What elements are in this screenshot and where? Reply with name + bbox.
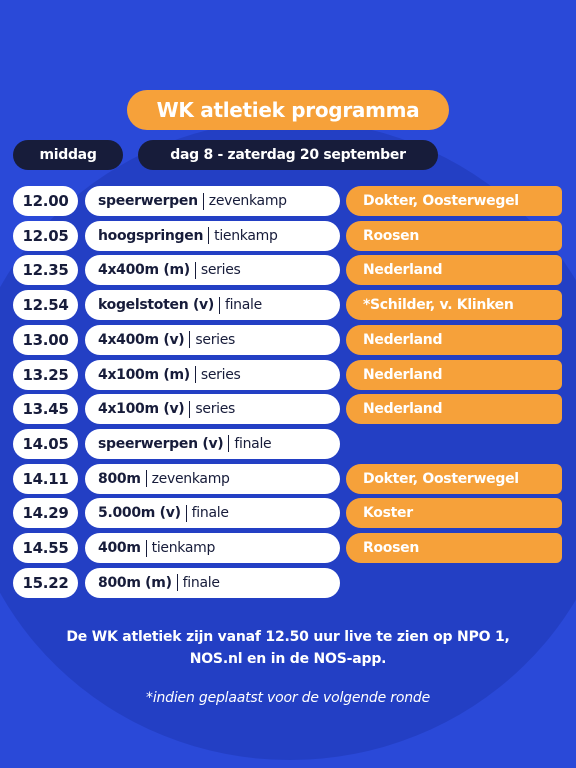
schedule-row: [0, 464, 576, 494]
event-separator: [219, 297, 220, 314]
event-type: zevenkamp: [208, 193, 287, 209]
event-name: hoogspringen: [98, 227, 204, 244]
event-time: 12.35: [13, 255, 78, 285]
event-type: finale: [224, 297, 262, 314]
event-type: series: [195, 401, 236, 418]
event-time: 12.05: [13, 221, 78, 251]
event-separator: [195, 366, 196, 383]
event-time: 15.22: [13, 568, 78, 598]
event-name: 400m: [98, 540, 141, 556]
broadcast-info-line-1: De WK atletiek zijn vanaf 12.50 uur live te zien op NPO 1,: [66, 629, 510, 645]
athletes-badge: Dokter, Oosterwegel: [346, 186, 562, 216]
event-type: finale: [191, 505, 229, 522]
date-badge: dag 8 - zaterdag 20 september: [138, 140, 438, 170]
event-time: 14.11: [13, 464, 78, 494]
event-separator: [203, 193, 204, 210]
athletes-badge: Dokter, Oosterwegel: [346, 464, 562, 494]
event-type: finale: [182, 574, 220, 591]
event-time: 14.29: [13, 498, 78, 528]
event-type: series: [200, 366, 241, 383]
event-pill: [85, 429, 340, 459]
schedule-row: [0, 568, 576, 598]
event-type: series: [200, 262, 241, 279]
event-time: 13.00: [13, 325, 78, 355]
event-pill: [85, 221, 340, 251]
athletes-badge: Roosen: [346, 221, 562, 251]
event-time: 14.05: [13, 429, 78, 459]
event-type: series: [195, 331, 236, 348]
event-pill: [85, 498, 340, 528]
event-separator: [208, 227, 209, 244]
event-name: kogelstoten (v): [98, 297, 214, 314]
broadcast-info-line-2: NOS.nl en in de NOS-app.: [189, 651, 387, 667]
event-name: 4x100m (v): [98, 401, 185, 418]
event-name: speerwerpen (v): [98, 435, 224, 452]
schedule-row: [0, 325, 576, 355]
page-title: WK atletiek programma: [127, 90, 449, 130]
event-separator: [189, 401, 190, 418]
event-separator: [186, 505, 187, 522]
event-pill: [85, 186, 340, 216]
athletes-badge: Roosen: [346, 533, 562, 563]
athletes-badge: Nederland: [346, 255, 562, 285]
event-pill: [85, 394, 340, 424]
event-type: tienkamp: [151, 540, 216, 556]
event-name: 5.000m (v): [98, 505, 181, 522]
athletes-badge: Nederland: [346, 325, 562, 355]
event-time: 12.00: [13, 186, 78, 216]
schedule-row: [0, 360, 576, 390]
athletes-badge: Nederland: [346, 360, 562, 390]
athletes-badge: Nederland: [346, 394, 562, 424]
event-name: speerwerpen: [98, 193, 198, 209]
event-pill: [85, 325, 340, 355]
event-time: 12.54: [13, 290, 78, 320]
event-pill: [85, 255, 340, 285]
event-type: tienkamp: [214, 227, 278, 244]
event-name: 4x400m (m): [98, 262, 190, 279]
event-name: 4x100m (m): [98, 366, 190, 383]
event-type: zevenkamp: [151, 470, 230, 487]
footnote: *indien geplaatst voor de volgende ronde: [146, 690, 430, 706]
event-pill: [85, 360, 340, 390]
athletes-badge: Koster: [346, 498, 562, 528]
event-name: 800m: [98, 470, 141, 487]
event-name: 4x400m (v): [98, 331, 185, 348]
schedule-row: [0, 186, 576, 216]
schedule-row: [0, 533, 576, 563]
event-pill: [85, 533, 340, 563]
event-time: 13.25: [13, 360, 78, 390]
event-time: 14.55: [13, 533, 78, 563]
event-separator: [195, 262, 196, 279]
period-badge: middag: [13, 140, 123, 170]
broadcast-info: [20, 626, 556, 670]
event-time: 13.45: [13, 394, 78, 424]
event-separator: [177, 574, 178, 591]
event-separator: [146, 540, 147, 557]
schedule-row: [0, 255, 576, 285]
event-type: finale: [234, 435, 272, 452]
schedule-row: [0, 221, 576, 251]
event-separator: [189, 331, 190, 348]
event-pill: [85, 568, 340, 598]
athletes-badge: *Schilder, v. Klinken: [346, 290, 562, 320]
schedule-row: [0, 290, 576, 320]
event-pill: [85, 464, 340, 494]
schedule-row: [0, 498, 576, 528]
event-pill: [85, 290, 340, 320]
event-separator: [228, 435, 229, 452]
event-name: 800m (m): [98, 574, 172, 591]
event-separator: [146, 470, 147, 487]
schedule-row: [0, 394, 576, 424]
schedule-row: [0, 429, 576, 459]
